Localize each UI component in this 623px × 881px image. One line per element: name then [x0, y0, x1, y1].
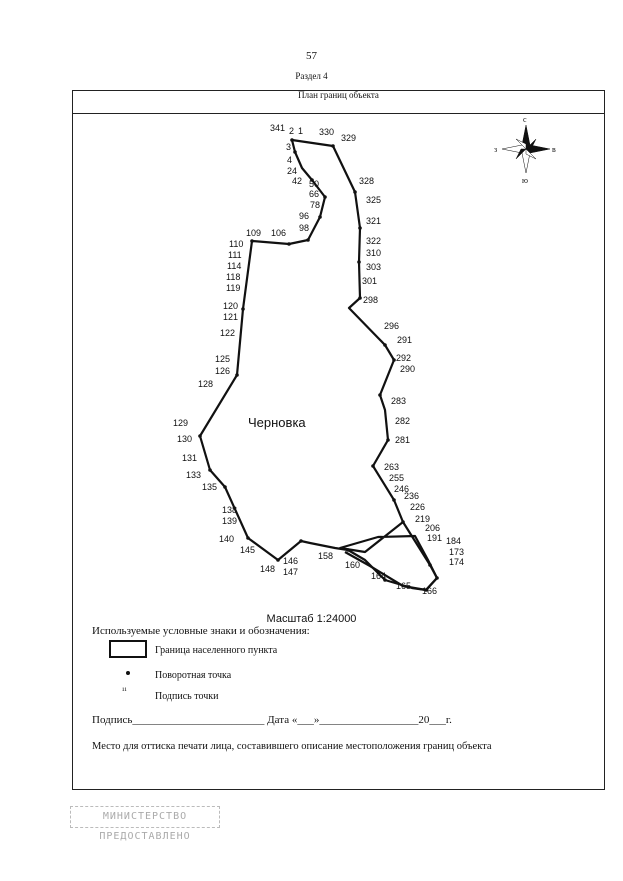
point-label: 291 — [397, 335, 413, 345]
point-label: 290 — [400, 364, 416, 374]
turning-point — [235, 373, 239, 377]
point-label: 121 — [223, 312, 239, 322]
point-label: 329 — [341, 133, 357, 143]
point-label: 114 — [227, 261, 242, 271]
point-label: 111 — [228, 250, 242, 260]
point-label: 281 — [395, 435, 411, 445]
point-labels — [173, 123, 464, 596]
scale-label: Масштаб 1:24000 — [266, 613, 357, 625]
turning-point — [386, 438, 390, 442]
settlement-name: Черновка — [248, 415, 306, 430]
point-label: 130 — [177, 434, 193, 444]
settlement-boundary-loop — [340, 522, 437, 590]
legend-label-mark: ¹¹ — [122, 686, 127, 695]
faded-stamp: МИНИСТЕРСТВО ПРЕДОСТАВЛЕНО — [70, 806, 220, 828]
point-label: 120 — [223, 301, 239, 311]
point-label: 184 — [446, 536, 462, 546]
point-label: 330 — [319, 127, 335, 137]
point-label: 263 — [384, 462, 400, 472]
turning-point — [223, 485, 227, 489]
turning-point — [208, 468, 212, 472]
point-label: 147 — [283, 567, 299, 577]
point-label: 110 — [229, 239, 244, 249]
turning-point — [435, 576, 439, 580]
point-label: 341 — [270, 123, 286, 133]
point-label: 98 — [299, 223, 310, 233]
point-label: 96 — [299, 211, 310, 221]
point-label: 139 — [222, 516, 238, 526]
turning-point — [346, 548, 350, 552]
compass-north: с — [523, 115, 527, 124]
turning-point — [246, 536, 250, 540]
legend-label-label: Подпись точки — [155, 691, 219, 702]
point-label: 109 — [246, 228, 262, 238]
turning-point — [250, 239, 254, 243]
turning-point — [358, 296, 362, 300]
legend-point-icon — [126, 671, 130, 675]
legend-title: Используемые условные знаки и обозначения: — [92, 625, 310, 637]
section-title: Раздел 4 — [295, 71, 328, 81]
point-label: 226 — [410, 502, 426, 512]
legend-border-swatch — [109, 640, 147, 658]
point-label: 282 — [395, 416, 411, 426]
point-label: 301 — [362, 276, 378, 286]
point-label: 236 — [404, 491, 420, 501]
point-label: 24 — [287, 166, 298, 176]
point-label: 283 — [391, 396, 407, 406]
compass-west: з — [494, 145, 498, 154]
turning-point — [198, 434, 202, 438]
compass-south: ю — [522, 176, 528, 185]
point-label: 164 — [371, 571, 387, 581]
point-label: 158 — [318, 551, 334, 561]
point-label: 206 — [425, 523, 441, 533]
point-label: 66 — [309, 189, 320, 199]
point-label: 1 — [298, 126, 304, 136]
point-label: 135 — [202, 482, 218, 492]
point-label: 4 — [287, 155, 293, 165]
turning-point — [392, 498, 396, 502]
turning-point — [401, 520, 405, 524]
turning-point — [293, 150, 297, 154]
point-label: 166 — [422, 586, 438, 596]
turning-point — [287, 242, 291, 246]
point-label: 292 — [396, 353, 412, 363]
point-label: 255 — [389, 473, 405, 483]
turning-point — [357, 260, 361, 264]
point-label: 126 — [215, 366, 231, 376]
point-label: 133 — [186, 470, 202, 480]
point-label: 3 — [286, 142, 292, 152]
compass-star-icon — [502, 125, 550, 173]
point-label: 191 — [427, 533, 443, 543]
point-label: 140 — [219, 534, 235, 544]
legend-border-label: Граница населенного пункта — [155, 645, 278, 656]
turning-point — [331, 144, 335, 148]
point-label: 122 — [220, 328, 236, 338]
point-label: 296 — [384, 321, 400, 331]
point-label: 42 — [292, 176, 303, 186]
point-label: 145 — [240, 545, 256, 555]
point-label: 131 — [182, 453, 198, 463]
point-label: 219 — [415, 514, 431, 524]
point-label: 165 — [396, 581, 412, 591]
point-label: 128 — [198, 379, 214, 389]
point-label: 106 — [271, 228, 287, 238]
legend-point-label: Поворотная точка — [155, 670, 232, 681]
turning-point — [383, 343, 387, 347]
point-label: 321 — [366, 216, 382, 226]
signature-date-line: Подпись________________________ Дата «___»__________________20___г. — [92, 714, 452, 726]
point-label: 174 — [449, 557, 465, 567]
point-label: 119 — [226, 283, 241, 293]
point-label: 125 — [215, 354, 231, 364]
turning-point — [353, 190, 357, 194]
compass-east: в — [552, 145, 556, 154]
turning-point — [323, 195, 327, 199]
turning-point — [241, 307, 245, 311]
turning-point — [318, 215, 322, 219]
turning-point — [428, 563, 432, 567]
turning-point — [276, 558, 280, 562]
point-label: 303 — [366, 262, 382, 272]
point-label: 322 — [366, 236, 382, 246]
point-label: 129 — [173, 418, 189, 428]
point-label: 173 — [449, 547, 465, 557]
turning-point — [378, 393, 382, 397]
point-label: 298 — [363, 295, 379, 305]
point-label: 2 — [289, 126, 295, 136]
point-label: 160 — [345, 560, 361, 570]
stamp-place-note: Место для оттиска печати лица, составившего описание местоположения границ объекта — [92, 741, 492, 752]
turning-point — [371, 464, 375, 468]
point-label: 246 — [394, 484, 410, 494]
turning-point — [306, 238, 310, 242]
point-label: 118 — [226, 272, 241, 282]
frame-title: План границ объекта — [298, 90, 379, 100]
turning-point — [358, 226, 362, 230]
page-number: 57 — [306, 50, 317, 62]
point-label: 138 — [222, 505, 238, 515]
point-label: 146 — [283, 556, 299, 566]
point-label: 310 — [366, 248, 382, 258]
point-label: 328 — [359, 176, 375, 186]
point-label: 148 — [260, 564, 276, 574]
point-label: 50 — [309, 179, 320, 189]
turning-point — [299, 539, 303, 543]
point-label: 325 — [366, 195, 382, 205]
point-label: 78 — [310, 200, 321, 210]
compass-rose — [494, 115, 556, 185]
